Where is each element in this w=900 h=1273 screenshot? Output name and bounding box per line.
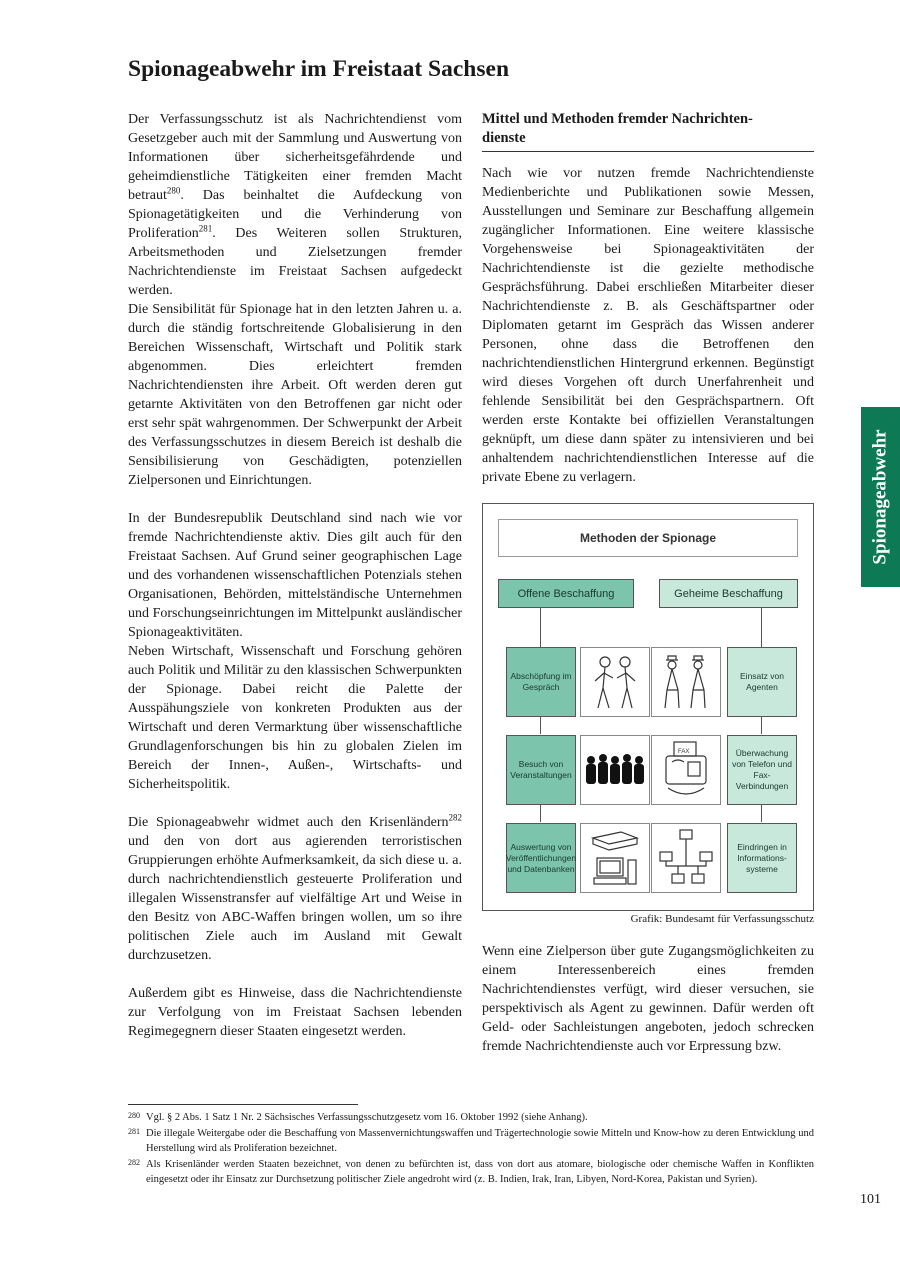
heading-rule bbox=[482, 151, 814, 152]
agents-icon bbox=[651, 647, 721, 717]
connector-line bbox=[540, 804, 541, 822]
secret-procurement-header: Geheime Beschaffung bbox=[659, 579, 798, 608]
paragraph: In der Bundesrepublik Deutschland sind nach wie vor fremde Nachrichtendienste aktiv. Dies gilt auch für den Freistaat Sachsen. Auf Grund seiner geographischen Lage und des vorhandenen wissenschaftlichen Potenzials stehen Organisationen, Behörden, mittelständische Unternehmen und Forschungseinrichtungen im Mittelpunkt ausländischer Spionageaktivitäten. bbox=[128, 511, 462, 640]
secret-item-surveillance: Überwachung von Telefon und Fax-Verbindungen bbox=[727, 735, 797, 805]
side-tab-label: Spionageabwehr bbox=[869, 429, 891, 565]
open-procurement-header: Offene Beschaffung bbox=[498, 579, 634, 608]
footnote-rule bbox=[128, 1104, 358, 1105]
footnotes bbox=[128, 1110, 814, 1188]
paragraph: Die Spionageabwehr widmet auch den Krisenländern$^{282}$ und den von dort aus agierenden terroristischen Gruppierungen erhöhte Aufmerksamkeit, da sich diese u. a. durch nachrichtendienstlich gesteuerte Proliferation und illegalen Wissenstransfer auf vielfältige Art und Weise in den Besitz von ABC-Waffen bringen wollen, um so ihre politischen Ziele auch im Ausland mit Gewalt durchzusetzen. bbox=[128, 812, 462, 963]
footnote-number: 282 bbox=[128, 1158, 140, 1167]
section-heading: Mittel und Methoden fremder Nachrichten- dienste bbox=[482, 111, 753, 146]
connector-line bbox=[761, 716, 762, 734]
page-title: Spionageabwehr im Freistaat Sachsen bbox=[128, 56, 510, 82]
left-column bbox=[128, 110, 462, 1041]
crowd-icon bbox=[580, 735, 650, 805]
book-computer-icon bbox=[580, 823, 650, 893]
paragraph: Der Verfassungsschutz ist als Nachrichtendienst vom Gesetzgeber auch mit der Sammlung und Auswertung von Informationen über sicherheitsgefährdende und geheimdienstliche Tätigkeiten einer fremden Macht betraut$^{280}$. Das beinhaltet die Aufdeckung von Spionagetätigkeiten und die Verhinderung von Proliferation$^{281}$. Des Weiteren sollen Strukturen, Arbeitsmethoden und Zielsetzungen fremder Nachrichtendienste im Freistaat Sachsen aufgedeckt werden. bbox=[128, 112, 462, 298]
footnote-number: 281 bbox=[128, 1127, 140, 1136]
people-talking-icon bbox=[580, 647, 650, 717]
fax-phone-icon bbox=[651, 735, 721, 805]
paragraph: Wenn eine Zielperson über gute Zugangsmöglichkeiten zu einem Interessenbereich eines fremden Nachrichtendienstes verfügt, wird dieser versuchen, sie perspektivisch als Agent zu gewinnen. Dafür werden oft Geld- oder Sachleistungen angeboten, jedoch schrecken fremde Nachrichtendienste auch vor Erpressung bzw. bbox=[482, 944, 814, 1054]
figure-title: Methoden der Spionage bbox=[498, 519, 798, 557]
network-icon bbox=[651, 823, 721, 893]
footnote-ref[interactable]: 282 bbox=[448, 812, 462, 823]
figure-caption: Grafik: Bundesamt für Verfassungsschutz bbox=[630, 913, 814, 925]
footnote-ref[interactable]: 280 bbox=[166, 185, 181, 196]
right-column bbox=[482, 110, 814, 487]
footnote bbox=[128, 1110, 814, 1125]
paragraph: Neben Wirtschaft, Wissenschaft und Forschung gehören auch Politik und Militär zu den klassischen Schwerpunkten der Spionage. Dabei reicht die Palette der Ausspähungsziele von konkreten Produkten aus der Wirtschaft und deren Vermarktung über wissenschaftliche Grundlagenforschungen bis hin zu globalen Zielen im Bereich der Innen-, Außen-, Wirtschafts- und Sicherheitspolitik. bbox=[128, 644, 462, 792]
paragraph: Die Sensibilität für Spionage hat in den letzten Jahren u. a. durch die ständig fortschreitende Globalisierung in den Bereichen Wissenschaft, Wirtschaft und Politik stark abgenommen. Dies erleichtert fremden Nachrichtendiensten ihre Arbeit. Oft werden deren gut getarnte Aktivitäten von den Betroffenen gar nicht oder erst sehr spät wahrgenommen. Der Schwerpunkt der Arbeit des Verfassungsschutzes in diesem Bereich ist deshalb die Sensibilisierung von Geschädigten, potenziellen Zielpersonen und Einrichtungen. bbox=[128, 302, 462, 488]
footnote-ref[interactable]: 281 bbox=[198, 223, 213, 234]
open-item-events: Besuch von Veranstaltungen bbox=[506, 735, 576, 805]
page-number: 101 bbox=[860, 1192, 881, 1207]
side-tab bbox=[861, 407, 900, 587]
fax-label: FAX bbox=[678, 749, 690, 755]
connector-line bbox=[761, 607, 762, 647]
connector-line bbox=[540, 607, 541, 647]
open-item-conversation: Abschöpfung im Gespräch bbox=[506, 647, 576, 717]
footnote-text: Vgl. § 2 Abs. 1 Satz 1 Nr. 2 Sächsisches Verfassungsschutzgesetz vom 16. Oktober 1992 (siehe Anhang). bbox=[146, 1112, 588, 1123]
footnote-text: Als Krisenländer werden Staaten bezeichnet, von denen zu befürchten ist, dass von dort aus atomare, biologische oder chemische Waffen in Konflikten eingesetzt oder ihr Einsatz zur Durchsetzung politischer Ziele angedroht wird (z. B. Indien, Irak, Iran, Libyen, Nord-Korea, Pakistan und Syrien). bbox=[146, 1159, 814, 1185]
open-item-publications: Auswertung von Veröffentlichungen und Datenbanken bbox=[506, 823, 576, 893]
footnote bbox=[128, 1126, 814, 1156]
spionage-methods-figure bbox=[482, 503, 814, 911]
paragraph: Nach wie vor nutzen fremde Nachrichtendienste Medienberichte und Publikationen sowie Messen, Ausstellungen und Seminare zur Beschaffung allgemein zugänglicher Informationen. Eine weitere klassische Vorgehensweise bei Spionageaktivitäten der Nachrichtendienste ist die gezielte methodische Gesprächsführung. Dabei erschließen Mitarbeiter dieser Nachrichtendienste z. B. als Geschäftspartner oder Diplomaten getarnt im Gespräch das Wissen anderer Personen, ohne dass die Betroffenen den nachrichtendienstlichen Hintergrund erkennen. Begünstigt wird dieses Vorgehen oft durch Unerfahrenheit und fehlende Sensibilität bei den Gesprächspartnern. Oft werden erste Kontakte bei offiziellen Veranstaltungen geknüpft, um diese dann später zu intensivieren und bei anhaltendem nachrichtendienstlichen Interesse auf die private Ebene zu verlagern. bbox=[482, 166, 814, 485]
connector-line bbox=[540, 716, 541, 734]
footnote-number: 280 bbox=[128, 1111, 140, 1120]
footnote-text: Die illegale Weitergabe oder die Beschaffung von Massenvernichtungswaffen und Trägertechnologie sowie Mitteln und Know-how zu deren Entwicklung und Herstellung wird als Proliferation bezeichnet. bbox=[146, 1128, 814, 1154]
right-column-continued bbox=[482, 942, 814, 1056]
secret-item-intrusion: Eindringen in Informations-systeme bbox=[727, 823, 797, 893]
secret-item-agents: Einsatz von Agenten bbox=[727, 647, 797, 717]
connector-line bbox=[761, 804, 762, 822]
paragraph: Außerdem gibt es Hinweise, dass die Nachrichtendienste zur Verfolgung von im Freistaat Sachsen lebenden Regimegegnern dieser Staaten eingesetzt werden. bbox=[128, 986, 462, 1039]
footnote bbox=[128, 1157, 814, 1187]
